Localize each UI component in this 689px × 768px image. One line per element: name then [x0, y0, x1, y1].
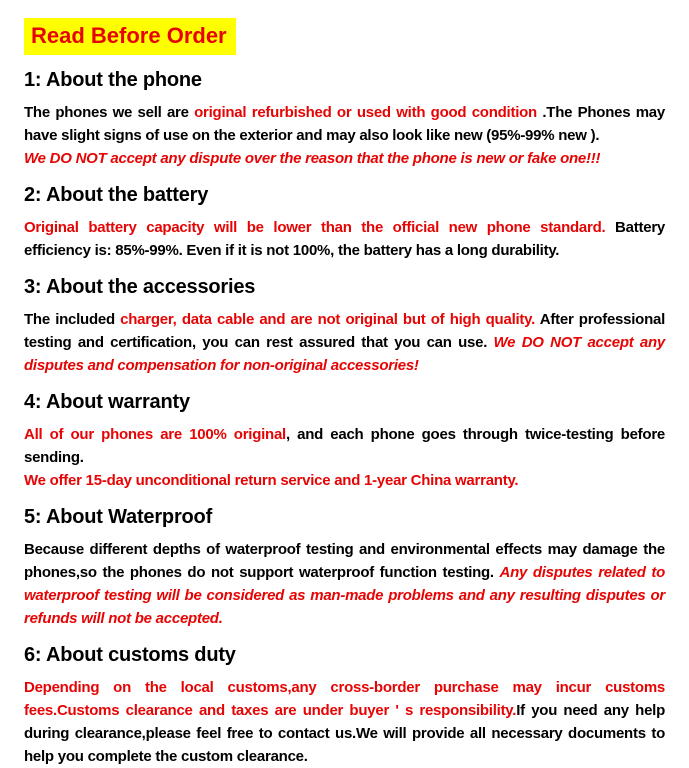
- section-heading: 1: About the phone: [24, 69, 202, 92]
- text-segment: We DO NOT accept any disputes and compensation for non-original accessories!: [24, 334, 666, 375]
- section-heading: 6: About customs duty: [24, 644, 236, 667]
- section-heading: 2: About the battery: [24, 184, 209, 207]
- text-segment: Depending on the local customs,any cross-border purchase may incur customs fees.Customs clearance and taxes are under buyer ' s responsibility.: [24, 679, 665, 720]
- paragraph: [24, 423, 665, 469]
- paragraph: [24, 147, 665, 170]
- text-segment: We DO NOT accept any dispute over the reason that the phone is new or fake one!!!: [24, 150, 601, 168]
- paragraph: [24, 676, 665, 768]
- paragraph: [24, 101, 665, 147]
- text-segment: All of our phones are 100% original: [24, 426, 286, 444]
- text-segment: The phones we sell are: [24, 104, 195, 122]
- text-segment: original refurbished or used with good condition: [194, 104, 543, 122]
- text-segment: Original battery capacity will be lower than the official new phone standard.: [24, 219, 606, 237]
- paragraph: [24, 216, 665, 262]
- page-title: Read Before Order: [24, 18, 236, 55]
- text-segment: , and each phone goes through twice-testing before sending.: [24, 426, 665, 467]
- text-segment: We offer 15-day unconditional return service and 1-year China warranty.: [24, 472, 519, 490]
- section-heading: 5: About Waterproof: [24, 506, 213, 529]
- section-heading: 3: About the accessories: [24, 276, 256, 299]
- paragraph: [24, 469, 665, 492]
- text-segment: charger, data cable and are not original but of high quality.: [120, 311, 536, 329]
- sections-container: [24, 68, 665, 768]
- text-segment: If you need any help during clearance,please feel free to contact us.We will provide all necessary documents to help you complete the custom clearance.: [24, 702, 665, 766]
- text-segment: Any disputes related to waterproof testing will be considered as man-made problems and any resulting disputes or refunds will not be accepted.: [24, 564, 665, 628]
- text-segment: After professional testing and certification, you can rest assured that you can use.: [24, 311, 665, 352]
- text-segment: The included: [24, 311, 121, 329]
- paragraph: [24, 308, 665, 377]
- paragraph: [24, 538, 665, 630]
- text-segment: .The Phones may have slight signs of use on the exterior and may also look like new (95%-99% new ).: [24, 104, 665, 145]
- title-row: [24, 18, 665, 55]
- text-segment: Because different depths of waterproof testing and environmental effects may damage the phones,so the phones do not support waterproof function testing.: [24, 541, 665, 582]
- text-segment: Battery efficiency is: 85%-99%. Even if it is not 100%, the battery has a long durability.: [24, 219, 665, 260]
- section-heading: 4: About warranty: [24, 391, 190, 414]
